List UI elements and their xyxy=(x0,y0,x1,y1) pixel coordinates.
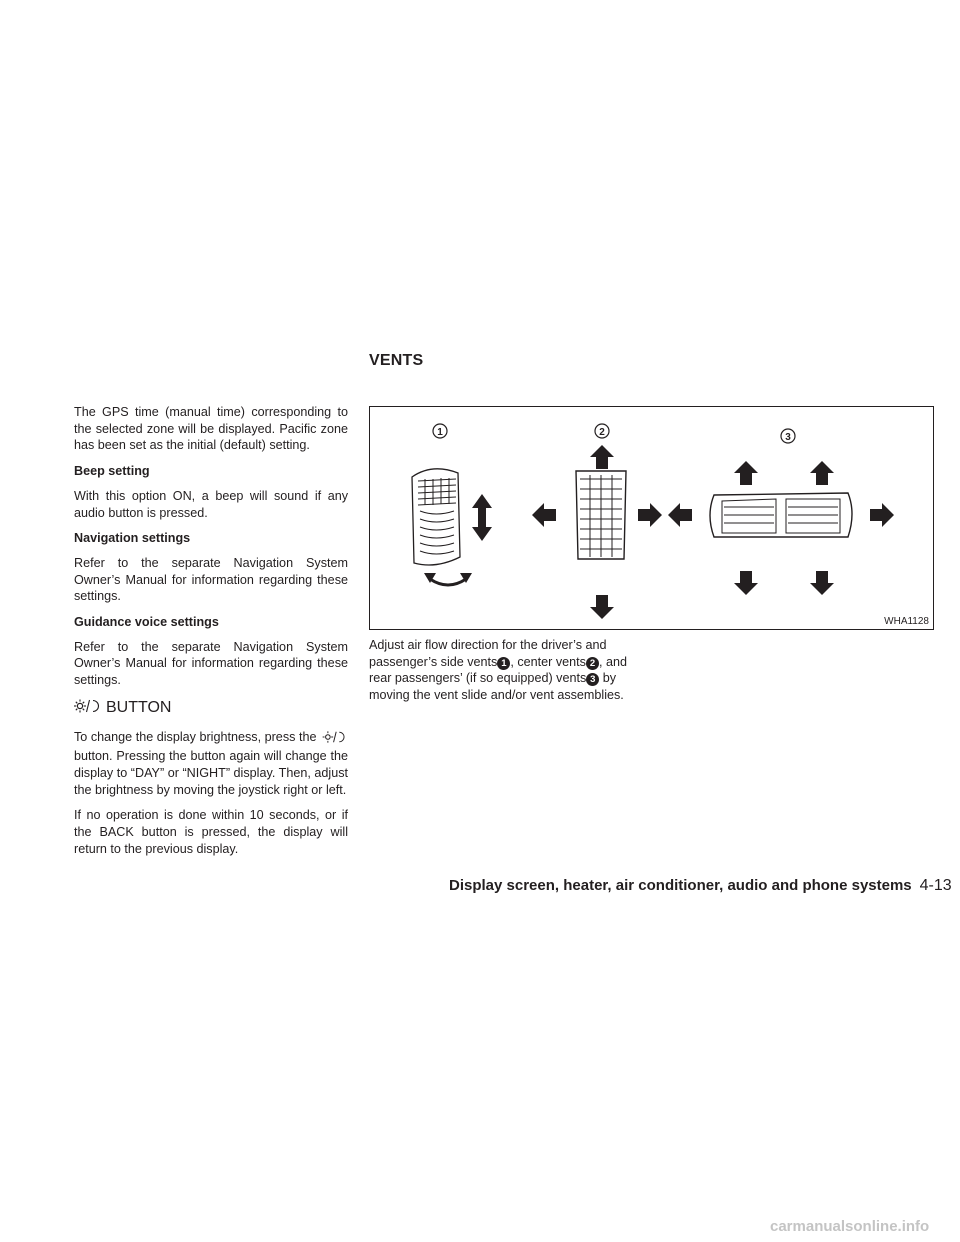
left-column xyxy=(74,404,348,866)
center-vent xyxy=(576,471,626,559)
guidance-voice-text: Refer to the separate Navigation System Owner’s Manual for information regarding these settings. xyxy=(74,639,348,688)
watermark: carmanualsonline.info xyxy=(770,1218,930,1235)
callout-2-label: 2 xyxy=(599,427,605,438)
callout-ref-1: 1 xyxy=(497,657,510,670)
side-vent xyxy=(412,469,460,565)
callout-3 xyxy=(781,429,795,443)
right-arrow-icon xyxy=(870,503,894,527)
brightness-paragraph xyxy=(74,729,348,799)
brightness-post-text: button. Pressing the button again will change the display to “DAY” or “NIGHT” display. Then, adjust the brightness by moving the joystick right or left. xyxy=(74,749,348,797)
up-down-arrow-icon xyxy=(472,494,492,541)
up-arrow-icon xyxy=(734,461,834,485)
vents-illustration xyxy=(370,407,933,629)
callout-2 xyxy=(595,424,609,438)
rear-vents xyxy=(710,493,852,537)
callout-ref-2: 2 xyxy=(586,657,599,670)
rotate-arrow-icon xyxy=(424,573,472,585)
caption-part-1: Adjust air flow direction for the driver’s and passenger’s side vents xyxy=(369,638,607,669)
caption-part-4: by moving the vent slide and/or vent assemblies. xyxy=(369,671,624,703)
callout-1 xyxy=(433,424,447,438)
caption-part-3: , and rear passengers’ (if so equipped) vents xyxy=(369,654,627,686)
left-arrow-icon xyxy=(532,503,556,527)
vents-figure xyxy=(369,406,934,630)
left-arrow-icon xyxy=(668,503,692,527)
callout-ref-3: 3 xyxy=(586,673,599,686)
sun-moon-icon xyxy=(74,698,100,719)
brightness-pre-text: To change the display brightness, press the xyxy=(74,729,317,744)
page-footer xyxy=(449,877,952,895)
beep-setting-heading: Beep setting xyxy=(74,464,150,479)
chapter-title: Display screen, heater, air conditioner, audio and phone systems xyxy=(449,877,912,894)
brightness-button-heading xyxy=(74,698,348,719)
down-arrow-icon xyxy=(734,571,834,595)
page-number: 4-13 xyxy=(919,877,952,894)
right-arrow-icon xyxy=(638,503,662,527)
navigation-settings-text: Refer to the separate Navigation System Owner’s Manual for information regarding these settings. xyxy=(74,555,348,604)
timeout-paragraph: If no operation is done within 10 seconds, or if the BACK button is pressed, the display will return to the previous display. xyxy=(74,808,348,856)
callout-1-label: 1 xyxy=(437,427,443,438)
navigation-settings-heading: Navigation settings xyxy=(74,531,191,546)
guidance-voice-heading: Guidance voice settings xyxy=(74,615,219,630)
up-arrow-icon xyxy=(590,445,614,469)
figure-code: WHA1128 xyxy=(884,616,929,627)
sun-moon-icon xyxy=(322,730,346,749)
down-arrow-icon xyxy=(590,595,614,619)
callout-3-label: 3 xyxy=(785,432,791,443)
caption-part-2: , center vents xyxy=(510,654,586,669)
gps-time-paragraph: The GPS time (manual time) corresponding to the selected zone will be displayed. Pacific zone has been set as the initial (default) setting. xyxy=(74,405,348,453)
section-title: VENTS xyxy=(369,352,424,369)
figure-caption xyxy=(369,637,645,704)
beep-setting-text: With this option ON, a beep will sound if any audio button is pressed. xyxy=(74,488,348,520)
button-heading-label: BUTTON xyxy=(106,698,172,716)
